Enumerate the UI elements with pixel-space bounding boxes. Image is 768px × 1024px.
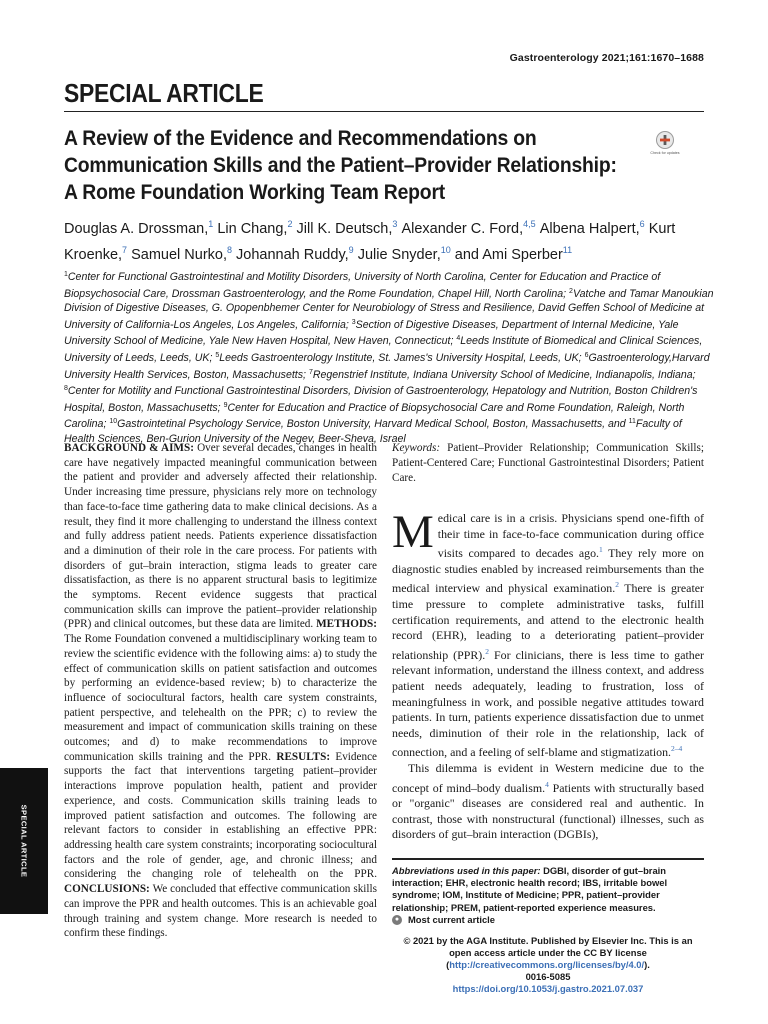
- author-affiliation-ref[interactable]: 6: [639, 219, 645, 229]
- author-name[interactable]: Alexander C. Ford,: [401, 221, 524, 237]
- abstract-conclusions-text: We concluded that effective communication skills can improve the PPR and health outcomes. This is an achievable goal through training and system change. More research is needed to confirm these findings.: [64, 883, 377, 940]
- author-name[interactable]: Albena Halpert,: [539, 221, 640, 237]
- affiliation-text: Vatche and Tamar Manoukian Division of Digestive Diseases, G. Opopenbhemer Center for Neurobiology of Stress and Resilience, David Geffen School of Medicine at University of California-Los Angeles, Los Angeles, California;: [64, 287, 714, 331]
- affiliation-text: Gastroenterology,Harvard University Health Services, Boston, Massachusetts;: [64, 351, 710, 381]
- reference-link[interactable]: 2: [615, 580, 619, 590]
- abstract-conclusions-label: CONCLUSIONS:: [64, 883, 150, 896]
- crossmark-icon[interactable]: [650, 128, 680, 158]
- drop-cap: M: [392, 506, 434, 558]
- abstract-methods-text: The Rome Foundation convened a multidisciplinary working team to review the scientific evidence with the following aims: a) to study the effect of communication skills on patient satisfaction and outcomes by performing an evidence-based review; b) to characterize the influence of sociocultural factors, health care system constraints, patient perspective, and telehealth on the PPR; c) to review the measurement and impact of communication skills training on these outcomes; and d) to make recommendations to improve communication skills training and the PPR.: [64, 633, 377, 763]
- keywords-text: Patient–Provider Relationship; Communication Skills; Patient-Centered Care; Functional Gastrointestinal Disorders; Patient Care.: [392, 442, 704, 484]
- abbreviations: [392, 865, 704, 914]
- license-link[interactable]: http://creativecommons.org/licenses/by/4.0/: [449, 959, 645, 970]
- body-text-run: Patients with structurally based or "organic" diseases are considered real and authentic. In contrast, those with nonstructural (functional) illnesses, such as disorders of gut–brain interaction (DGBIs),: [392, 780, 704, 842]
- author-affiliation-ref[interactable]: 10: [440, 245, 451, 255]
- affiliation-number: 11: [628, 418, 636, 426]
- author-affiliation-ref[interactable]: 7: [122, 245, 128, 255]
- author-affiliation-ref[interactable]: 4,5: [523, 219, 536, 229]
- affiliation-number: 1: [64, 271, 68, 278]
- affiliation-text: Leeds Institute of Biomedical and Clinical Sciences, University of Leeds, Leeds, UK;: [64, 335, 703, 364]
- abstract-background-text: Over several decades, changes in health care have negatively impacted meaningful communication between the patient and provider and adversely affected their relationship. Under increasing time pressure, physicians rely more on technology than face-to-face time gathering data to make clinical decisions. As a result, they find it more challenging to understand the illness context and fully address patient needs. Patients experience dissatisfaction and a diminution of their role in the care process. For patients with disorders of gut–brain interaction, stigma leads to greater care dissatisfaction, as there is no apparent structural basis to legitimize the symptoms. Recent evidence suggests that practical communication skills can improve the patient–provider relationship (PPR) and clinical outcomes, but these data are limited.: [64, 442, 377, 631]
- author-affiliation-ref[interactable]: 2: [287, 219, 293, 229]
- abstract: [64, 441, 377, 941]
- copyright-block: [392, 935, 704, 995]
- most-current-icon: ●: [392, 915, 402, 925]
- crossmark-label: Check for updates: [650, 151, 680, 155]
- body-text-run: For clinicians, there is less time to gather relevant information, understand the illness context, and address patient needs adequately, leading to frustration, loss of meaningfulness in work, and possible negative attitudes toward patients. In turn, patients experience dissatisfaction due to unmet needs, diminution of their role in the relationship, lack of connection, and a feeling of self-blame and stigmatization.: [392, 647, 704, 760]
- title-line: Communication Skills and the Patient–Provider Relationship:: [64, 153, 617, 177]
- abbreviations-label: Abbreviations used in this paper:: [392, 865, 541, 876]
- author-name[interactable]: and Ami Sperber: [454, 247, 563, 263]
- author-name[interactable]: Julie Snyder,: [357, 247, 441, 263]
- affiliation-number: 7: [308, 368, 313, 376]
- affiliation-number: 8: [64, 385, 68, 393]
- section-label: SPECIAL ARTICLE: [64, 78, 264, 108]
- body-text-run: They rely more on diagnostic studies enabled by increased reimbursements than the medical interview and physical examination.: [392, 546, 704, 596]
- affiliation-text: Leeds Gastroenterology Institute, St. James's University Hospital, Leeds, UK;: [219, 351, 585, 364]
- body-text-run: There is greater time pressure to complete administrative tasks, fulfill certification requirements, and attend to the electronic health record (EHR), leading to a deteriorating patient–provider relationship (PPR).: [392, 581, 704, 662]
- affiliation-text: Center for Motility and Functional Gastrointestinal Disorders, Division of Gastroenterology, Hepatology and Nutrition, Boston Children's Hospital, Boston, Massachusetts;: [64, 385, 698, 414]
- most-current-article[interactable]: [392, 914, 495, 925]
- author-affiliation-ref[interactable]: 9: [348, 245, 354, 255]
- title-line: A Rome Foundation Working Team Report: [64, 180, 446, 204]
- reference-link[interactable]: 1: [599, 545, 603, 555]
- article-title: [64, 125, 704, 206]
- affiliation-number: 6: [584, 351, 589, 359]
- body-text-run: This dilemma is evident in Western medicine due to the concept of mind–body dualism.: [392, 760, 704, 795]
- side-tab-label: SPECIAL ARTICLE: [19, 804, 29, 878]
- reference-link[interactable]: 2: [485, 646, 489, 656]
- affiliation-number: 10: [109, 418, 118, 426]
- affiliation-text: Section of Digestive Diseases, Department of Internal Medicine, Yale University School of Medicine, Yale New Haven Hospital, New Haven, Connecticut;: [64, 318, 679, 348]
- author-name[interactable]: Samuel Nurko,: [131, 247, 227, 263]
- author-name[interactable]: Jill K. Deutsch,: [296, 221, 393, 237]
- author-affiliation-ref[interactable]: 8: [227, 245, 233, 255]
- abstract-methods-label: METHODS:: [316, 618, 377, 631]
- abbreviations-rule: [392, 858, 704, 860]
- author-affiliation-ref[interactable]: 1: [208, 219, 214, 229]
- affiliation-text: Center for Functional Gastrointestinal and Motility Disorders, University of North Carolina, Center for Education and Practice of Biopsychosocial Care, Drossman Gastroenterology, and the Rome Foundation, Chapel Hill, North Carolina;: [64, 271, 661, 300]
- reference-link[interactable]: 4: [545, 779, 549, 789]
- keywords-label: Keywords:: [392, 442, 441, 454]
- abstract-results-text: Evidence supports the fact that interventions targeting patient–provider interactions improve population health, patient and provider experience, and costs. Communication skills training leads to improved patient satisfaction and outcomes. The following are relevant factors to consider in establishing an effective PPR: addressing health care system constraints; incorporating sociocultural factors and the role of gender, age, and chronic illness; and considering the changing role of telehealth on the PPR.: [64, 750, 378, 881]
- issn: 0016-5085: [525, 971, 571, 982]
- author-name[interactable]: Kurt Kroenke,: [64, 221, 676, 263]
- body-paragraph: [392, 761, 704, 843]
- copyright-text: © 2021 by the AGA Institute. Published by Elsevier Inc. This is an open access article under the CC BY license (: [403, 935, 693, 970]
- abbreviations-text: DGBI, disorder of gut–brain interaction; EHR, electronic health record; IBS, irritable bowel syndrome; IOM, Institute of Medicine; PPR, patient–provider relationship; PREM, patient-reported experience measures.: [392, 865, 668, 913]
- keywords: [392, 441, 704, 485]
- author-name[interactable]: Douglas A. Drossman,: [64, 221, 209, 237]
- journal-citation: Gastroenterology 2021;161:1670–1688: [509, 52, 704, 64]
- reference-link[interactable]: 2–4: [671, 744, 683, 754]
- affiliation-text: Faculty of Health Sciences, Ben-Gurion University of the Negev, Beer-Sheva, Israel: [64, 418, 682, 445]
- copyright-text-end: ).: [644, 959, 650, 970]
- body-text: [392, 506, 704, 843]
- doi-link[interactable]: https://doi.org/10.1053/j.gastro.2021.07.037: [452, 983, 644, 994]
- affiliation-number: 3: [351, 318, 356, 326]
- affiliation-number: 4: [456, 335, 461, 343]
- author-list: [64, 214, 714, 266]
- author-affiliation-ref[interactable]: 11: [562, 245, 573, 255]
- affiliation-number: 2: [569, 287, 573, 295]
- author-name[interactable]: Lin Chang,: [217, 221, 288, 237]
- title-line: A Review of the Evidence and Recommendations on: [64, 126, 537, 150]
- affiliation-number: 9: [223, 401, 228, 409]
- header-rule: [64, 111, 704, 112]
- section-side-tab: [0, 768, 48, 914]
- affiliation-text: Center for Education and Practice of Biopsychosocial Care and Rome Foundation, Raleigh, North Carolina;: [64, 401, 685, 431]
- body-paragraph: [392, 506, 704, 761]
- author-affiliation-ref[interactable]: 3: [392, 219, 398, 229]
- affiliation-number: 5: [215, 351, 220, 359]
- affiliation-text: Gastrointetinal Psychology Service, Boston University, Harvard Medical School, Boston, Massachusetts, and: [117, 418, 629, 431]
- author-name[interactable]: Johannah Ruddy,: [236, 247, 349, 263]
- abstract-results-label: RESULTS:: [276, 750, 331, 763]
- body-text-run: edical care is in a crisis. Physicians spend one-fifth of their time in face-to-face communication during office visits compared to decades ago.: [437, 511, 704, 561]
- affiliations: [64, 268, 714, 447]
- affiliation-text: Regenstrief Institute, Indiana University School of Medicine, Indianapolis, Indiana;: [312, 368, 696, 381]
- most-current-label: Most current article: [408, 914, 496, 925]
- abstract-background-label: BACKGROUND & AIMS:: [64, 442, 194, 454]
